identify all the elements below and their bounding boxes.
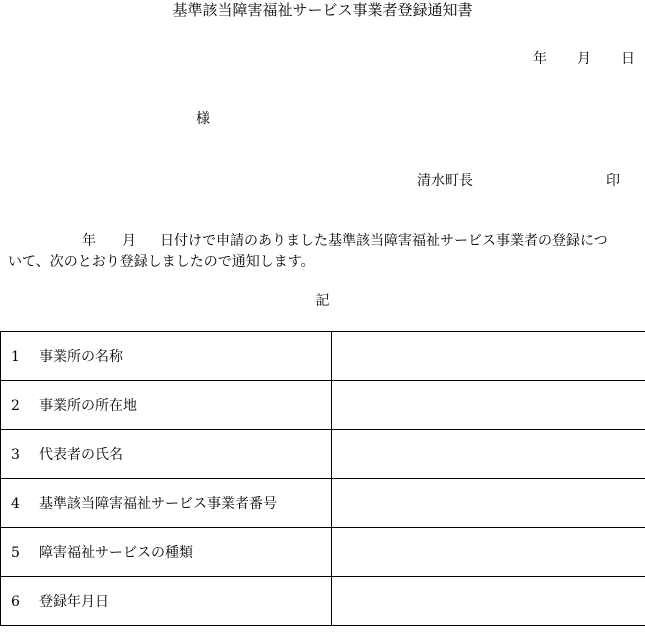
item-value-cell bbox=[332, 332, 645, 381]
item-label: 登録年月日 bbox=[39, 594, 109, 610]
item-number: 3 bbox=[11, 447, 20, 463]
items-table bbox=[0, 331, 645, 626]
date-month: 月 bbox=[577, 51, 591, 67]
item-number: 2 bbox=[11, 398, 20, 414]
item-label-cell bbox=[1, 381, 332, 430]
item-value-cell bbox=[332, 381, 645, 430]
table-row bbox=[1, 577, 645, 626]
item-number: 6 bbox=[11, 594, 20, 610]
item-label-cell bbox=[1, 577, 332, 626]
item-label: 障害福祉サービスの種類 bbox=[39, 545, 193, 561]
issue-date bbox=[533, 49, 635, 69]
document-title: 基準該当障害福祉サービス事業者登録通知書 bbox=[172, 1, 473, 19]
item-label-cell bbox=[1, 332, 332, 381]
item-label-cell bbox=[1, 528, 332, 577]
notice-body-line-2: いて、次のとおり登録しましたので通知します。 bbox=[8, 254, 315, 270]
notice-body-line-1 bbox=[8, 231, 640, 252]
item-label-cell bbox=[1, 479, 332, 528]
table-row bbox=[1, 381, 645, 430]
seal-mark: 印 bbox=[606, 173, 620, 189]
table-row bbox=[1, 528, 645, 577]
ki-heading: 記 bbox=[315, 293, 330, 309]
date-year: 年 bbox=[533, 51, 547, 67]
item-number: 4 bbox=[11, 496, 20, 512]
item-label: 事業所の所在地 bbox=[39, 398, 137, 414]
item-number: 5 bbox=[11, 545, 20, 561]
issuer-name: 清水町長 bbox=[417, 173, 473, 189]
item-value-cell bbox=[332, 577, 645, 626]
addressee-suffix: 様 bbox=[196, 111, 210, 127]
body-year: 年 bbox=[82, 233, 96, 249]
item-value-cell bbox=[332, 528, 645, 577]
date-day: 日 bbox=[621, 51, 635, 67]
item-label: 代表者の氏名 bbox=[39, 447, 123, 463]
item-label: 事業所の名称 bbox=[39, 349, 123, 365]
item-label-cell bbox=[1, 430, 332, 479]
body-line1-text: 日付けで申請のありました基準該当障害福祉サービス事業者の登録につ bbox=[160, 233, 608, 249]
item-value-cell bbox=[332, 430, 645, 479]
table-row bbox=[1, 430, 645, 479]
notice-body bbox=[8, 231, 640, 273]
table-row bbox=[1, 332, 645, 381]
table-row bbox=[1, 479, 645, 528]
item-number: 1 bbox=[11, 349, 20, 365]
item-label: 基準該当障害福祉サービス事業者番号 bbox=[39, 496, 277, 512]
item-value-cell bbox=[332, 479, 645, 528]
body-month: 月 bbox=[122, 233, 136, 249]
